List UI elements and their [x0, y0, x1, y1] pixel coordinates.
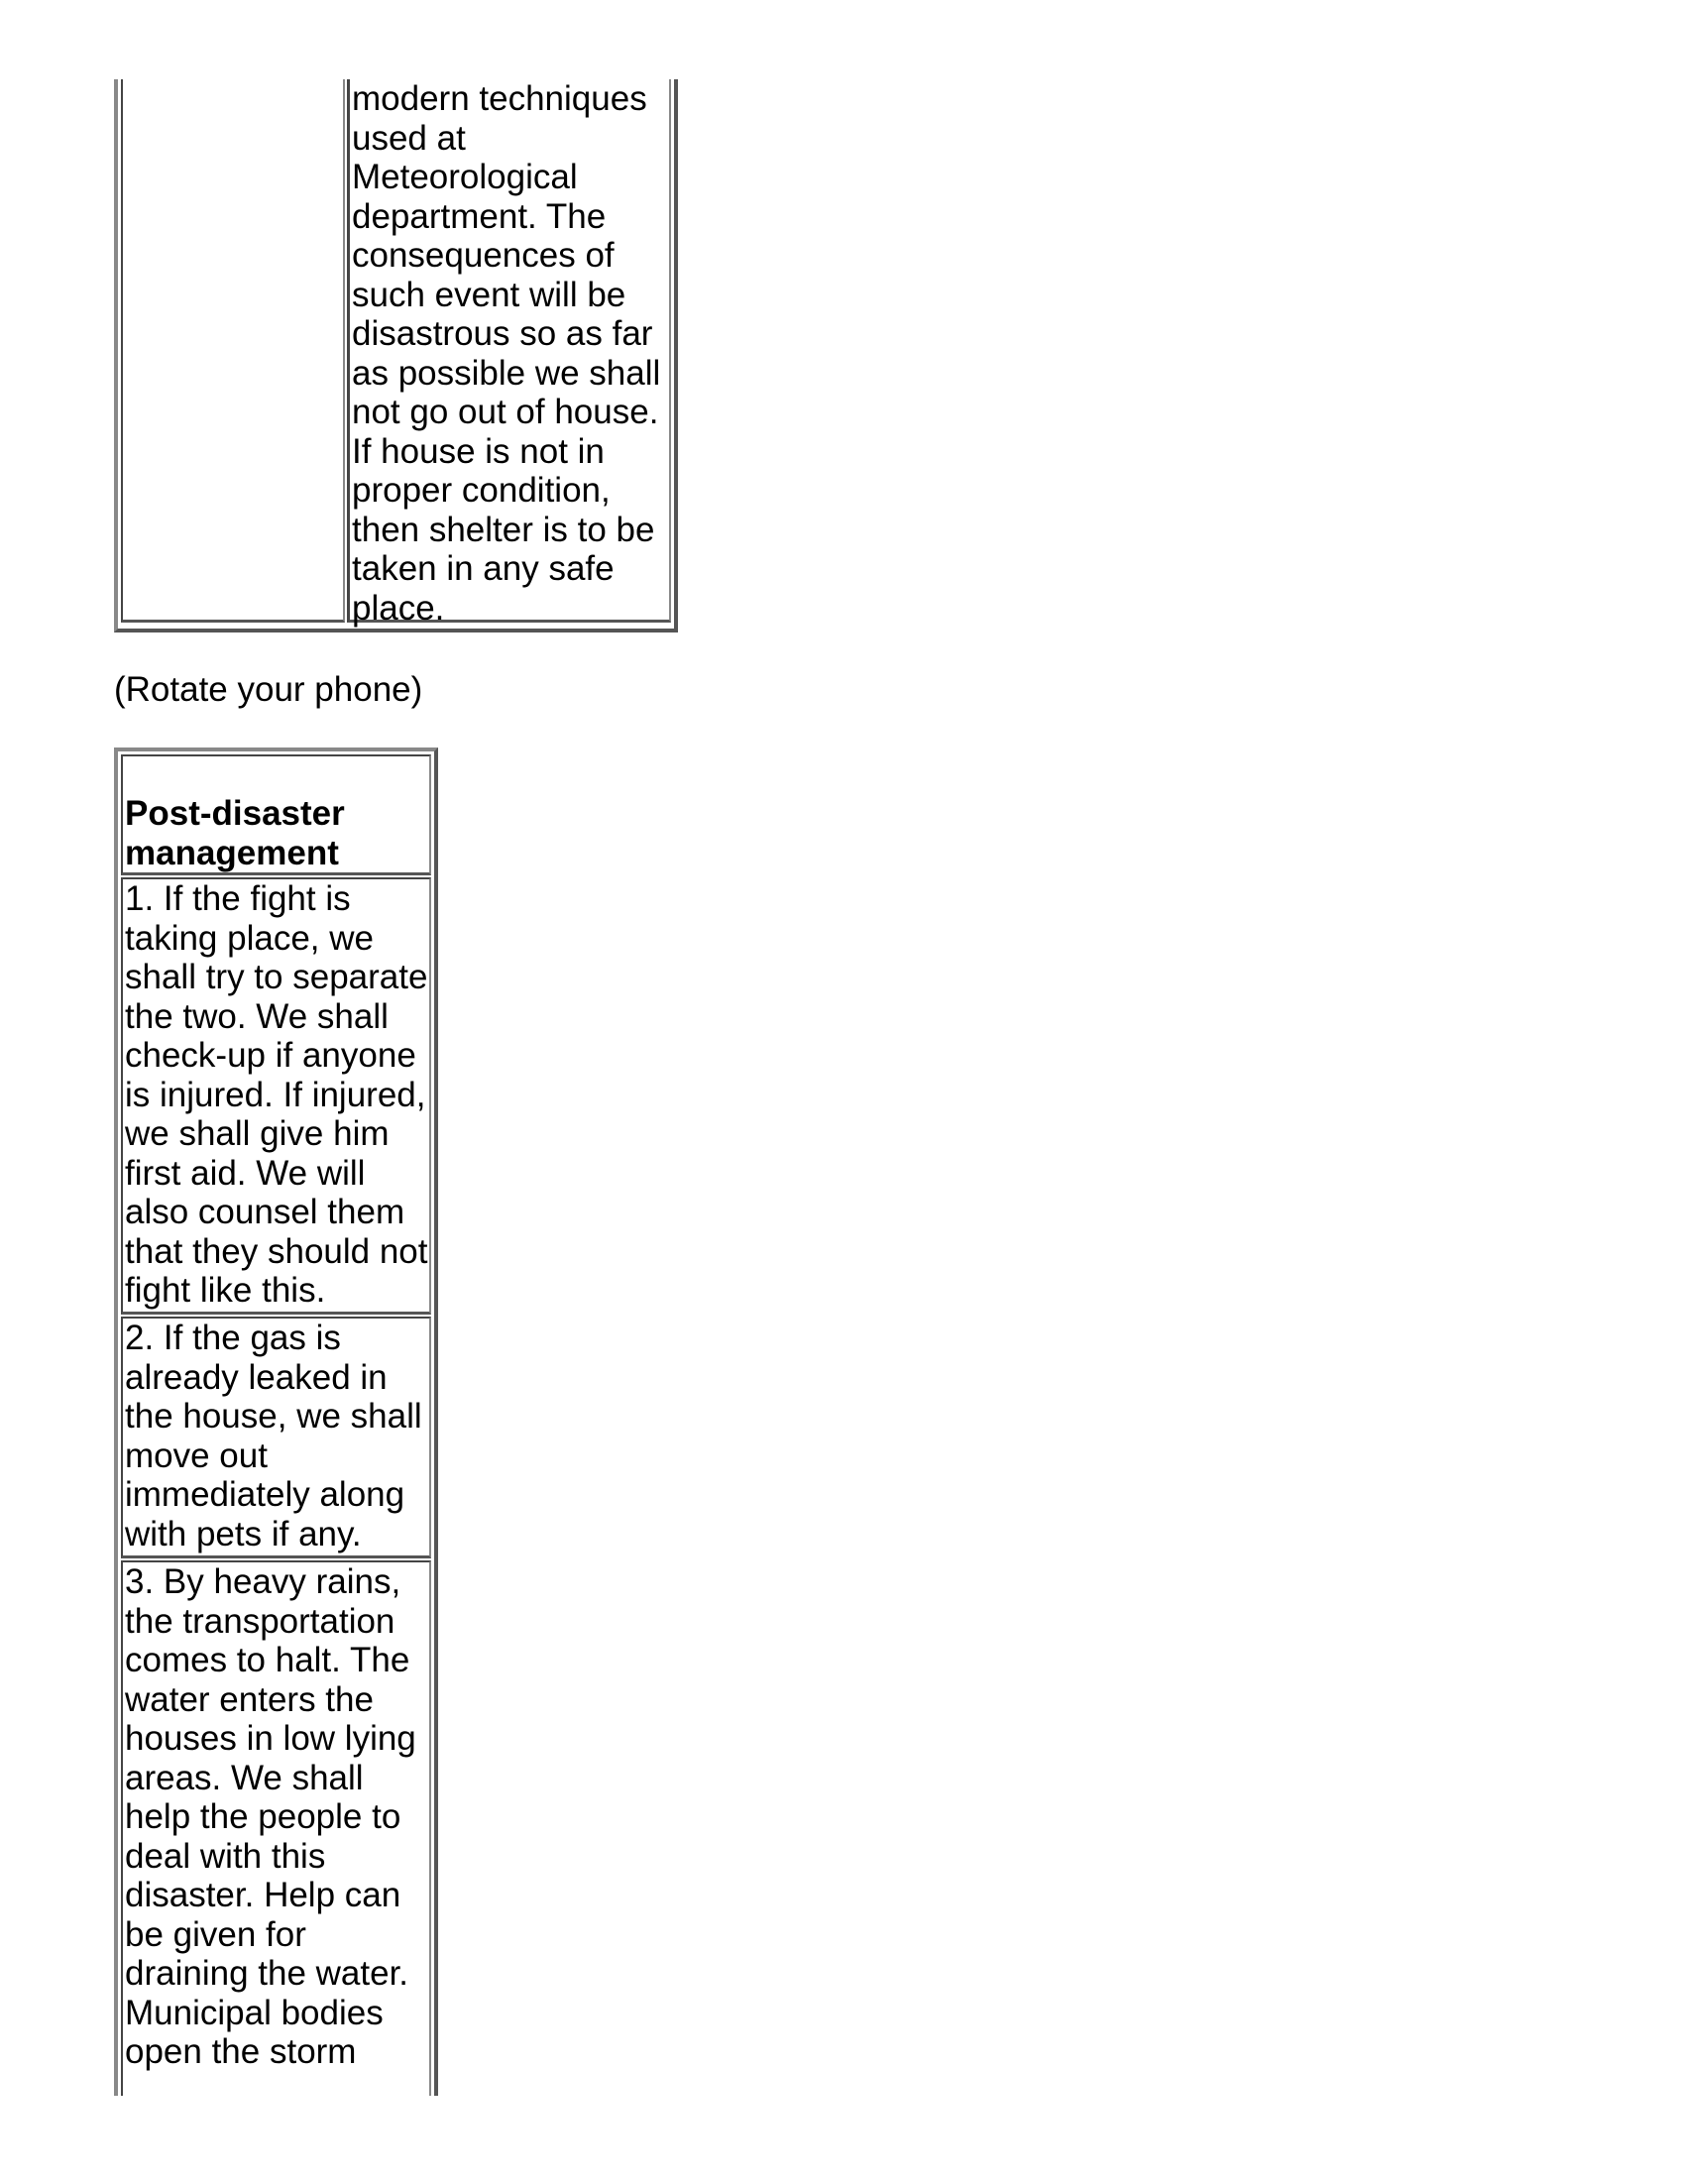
table-row-text: 2. If the gas is already leaked in the house, we shall move out immediately along with pets if any.: [125, 1319, 422, 1553]
table-row: [121, 877, 431, 1315]
table-row-text: 1. If the fight is taking place, we shall try to separate the two. We shall check-up if anyone is injured. If injured, we shall give him first aid. We will also counsel them that they should not fight like this.: [125, 879, 428, 1310]
table-cell-description: [347, 79, 671, 628]
cell-paragraph: modern techniques used at Meteorological department. The consequences of such event will be disastrous so as far as possible we shall not go out of house. If house is not in proper condition, then shelter is to be taken in any safe place.: [352, 79, 661, 628]
table-row: [121, 1560, 431, 2096]
post-disaster-table: [114, 747, 438, 2096]
continued-table: [114, 79, 678, 632]
table-cell-empty: [121, 79, 345, 623]
table-header-cell: [121, 754, 431, 875]
table-row-text: 3. By heavy rains, the transportation comes to halt. The water enters the houses in low lying areas. We shall help the people to deal with this disaster. Help can be given for draining the water. Municipal bodies open the storm: [125, 1562, 416, 2071]
table-header-text: Post-disaster management: [125, 794, 345, 872]
rotate-phone-note: (Rotate your phone): [114, 670, 423, 709]
table-row: [121, 1317, 431, 1558]
